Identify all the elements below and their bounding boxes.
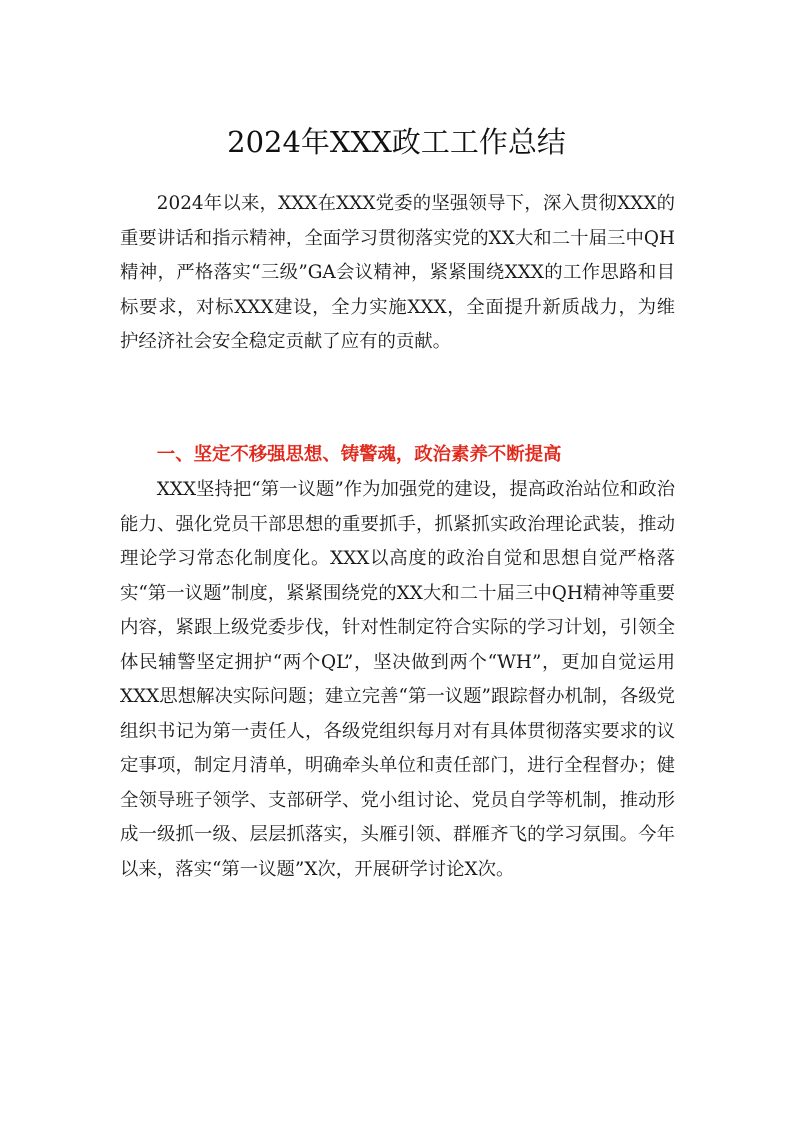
- section-paragraph: XXX坚持把“第一议题”作为加强党的建设，提高政治站位和政治能力、强化党员干部思想的重要抓手，抓紧抓实政治理论武装，推动理论学习常态化制度化。XXX以高度的政治自觉和思想自觉严格落实“第一议题”制度，紧紧围绕党的XX大和二十届三中QH精神等重要内容，紧跟上级党委步伐，针对性制定符合实际的学习计划，引领全体民辅警坚定拥护“两个QL”，坚决做到两个“WH”，更加自觉运用XXX思想解决实际问题；建立完善“第一议题”跟踪督办机制，各级党组织书记为第一责任人，各级党组织每月对有具体贯彻落实要求的议定事项，制定月清单，明确牵头单位和责任部门，进行全程督办；健全领导班子领学、支部研学、党小组讨论、党员自学等机制，推动形成一级抓一级、层层抓落实，头雁引领、群雁齐飞的学习氛围。今年以来，落实“第一议题”X次，开展研学讨论X次。: [120, 479, 675, 880]
- document-title: 2024年XXX政工工作总结: [227, 125, 566, 159]
- section-heading: 一、坚定不移强思想、铸警魂，政治素养不断提高: [156, 444, 562, 465]
- intro-paragraph: 2024年以来，XXX在XXX党委的坚强领导下，深入贯彻XXX的重要讲话和指示精神，全面学习贯彻落实党的XX大和二十届三中QH精神，严格落实“三级”GA会议精神，紧紧围绕XXX的工作思路和目标要求，对标XXX建设，全力实施XXX，全面提升新质战力，为维护经济社会安全稳定贡献了应有的贡献。: [120, 193, 675, 352]
